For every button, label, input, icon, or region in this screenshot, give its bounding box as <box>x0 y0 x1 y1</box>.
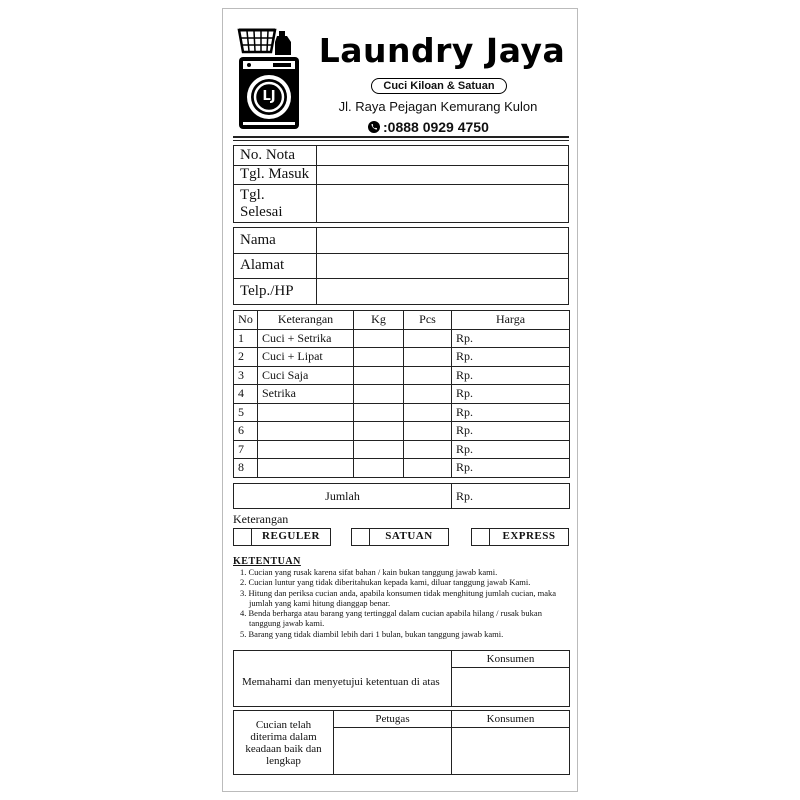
list-item: 4. Benda berharga atau barang yang tertinggal dalam cucian apabila hilang / rusak bukan tanggung jawab kami. <box>240 608 542 629</box>
row-pcs[interactable] <box>404 366 452 385</box>
table-row <box>234 403 570 422</box>
row-pcs[interactable] <box>404 459 452 478</box>
row-price[interactable]: Rp. <box>452 366 570 385</box>
row-kg[interactable] <box>354 366 404 385</box>
row-desc[interactable] <box>258 440 354 459</box>
checkbox-satuan[interactable] <box>352 529 370 545</box>
items-table <box>233 310 570 478</box>
row-desc[interactable]: Cuci + Lipat <box>258 348 354 367</box>
row-no: 1 <box>234 329 258 348</box>
receipt-signer1-label: Petugas <box>334 711 452 728</box>
agreement-text: Memahami dan menyetujui ketentuan di atas <box>234 651 452 707</box>
customer-info-table <box>233 227 569 305</box>
list-item: 2. Cucian luntur yang tidak diberitahukan kepada kami, diluar tanggung jawab Kami. <box>240 577 531 588</box>
checkbox-reguler[interactable] <box>234 529 252 545</box>
table-row <box>234 385 570 404</box>
customer-label-nama: Nama <box>234 228 317 254</box>
brand-name: Laundry Jaya <box>318 31 566 70</box>
row-no: 6 <box>234 422 258 441</box>
row-price[interactable]: Rp. <box>452 459 570 478</box>
list-item: 3. Hitung dan periksa cucian anda, apabila konsumen tidak menghitung jumlah cucian, maka jumlah yang kami hitung dianggap benar. <box>240 587 557 608</box>
option-label: EXPRESS <box>502 530 556 542</box>
row-desc[interactable] <box>258 422 354 441</box>
col-header-pcs: Pcs <box>404 311 452 330</box>
customer-label-alamat: Alamat <box>234 253 317 279</box>
row-desc[interactable]: Cuci + Setrika <box>258 329 354 348</box>
col-header-kg: Kg <box>354 311 404 330</box>
store-address: Jl. Raya Pejagan Kemurang Kulon <box>338 99 538 114</box>
agreement-signer-label: Konsumen <box>452 651 570 668</box>
row-price[interactable]: Rp. <box>452 329 570 348</box>
customer-field-nama[interactable] <box>317 228 569 254</box>
whatsapp-icon <box>367 120 381 134</box>
option-label: REGULER <box>262 530 320 542</box>
row-price[interactable]: Rp. <box>452 385 570 404</box>
agreement-header-row <box>234 651 570 668</box>
col-header-keterangan: Keterangan <box>258 311 354 330</box>
order-row <box>234 185 569 223</box>
table-row <box>234 348 570 367</box>
row-price[interactable]: Rp. <box>452 422 570 441</box>
table-row <box>234 422 570 441</box>
table-row <box>234 440 570 459</box>
row-price[interactable]: Rp. <box>452 440 570 459</box>
col-header-no: No <box>234 311 258 330</box>
row-pcs[interactable] <box>404 440 452 459</box>
customer-row <box>234 253 569 279</box>
order-label-masuk: Tgl. Masuk <box>234 165 317 185</box>
row-no: 2 <box>234 348 258 367</box>
header-divider-thin <box>233 140 569 141</box>
option-express[interactable] <box>471 528 569 546</box>
phone-row <box>367 117 527 137</box>
order-row <box>234 146 569 166</box>
row-desc[interactable] <box>258 459 354 478</box>
row-kg[interactable] <box>354 459 404 478</box>
receipt-text: Cucian telah diterima dalam keadaan baik dan lengkap <box>234 711 334 775</box>
total-value[interactable]: Rp. <box>452 484 570 509</box>
option-label: SATUAN <box>385 530 433 542</box>
service-label: Keterangan <box>233 512 289 526</box>
row-desc[interactable] <box>258 403 354 422</box>
order-row <box>234 165 569 185</box>
row-no: 3 <box>234 366 258 385</box>
row-kg[interactable] <box>354 385 404 404</box>
agreement-signature-box[interactable] <box>452 668 570 707</box>
agreement-table <box>233 650 570 707</box>
header-divider <box>233 136 569 138</box>
washing-machine-logo-icon <box>237 25 301 133</box>
customer-field-telp[interactable] <box>317 279 569 305</box>
row-kg[interactable] <box>354 403 404 422</box>
row-pcs[interactable] <box>404 403 452 422</box>
customer-row <box>234 279 569 305</box>
table-row <box>234 366 570 385</box>
order-label-nota: No. Nota <box>234 146 317 166</box>
receipt-table <box>233 710 570 775</box>
row-price[interactable]: Rp. <box>452 348 570 367</box>
customer-label-telp: Telp./HP <box>234 279 317 305</box>
col-header-harga: Harga <box>452 311 570 330</box>
tagline-badge: Cuci Kiloan & Satuan <box>371 78 507 94</box>
laundry-receipt-form <box>222 8 578 792</box>
row-no: 8 <box>234 459 258 478</box>
customer-row <box>234 228 569 254</box>
row-desc[interactable]: Setrika <box>258 385 354 404</box>
total-row <box>234 484 570 509</box>
row-price[interactable]: Rp. <box>452 403 570 422</box>
order-field-masuk[interactable] <box>317 165 569 185</box>
list-item: 1. Cucian yang rusak karena sifat bahan / kain bukan tanggung jawab kami. <box>240 567 498 577</box>
row-pcs[interactable] <box>404 348 452 367</box>
order-info-table <box>233 145 569 223</box>
konsumen-signature-box[interactable] <box>452 728 570 775</box>
row-pcs[interactable] <box>404 329 452 348</box>
receipt-header-row <box>234 711 570 728</box>
row-desc[interactable]: Cuci Saja <box>258 366 354 385</box>
list-item: 5. Barang yang tidak diambil lebih dari 1 bulan, bukan tanggung jawab kami. <box>240 628 504 639</box>
total-table <box>233 483 570 509</box>
option-satuan[interactable] <box>351 528 449 546</box>
row-kg[interactable] <box>354 329 404 348</box>
row-no: 5 <box>234 403 258 422</box>
order-field-nota[interactable] <box>317 146 569 166</box>
petugas-signature-box[interactable] <box>334 728 452 775</box>
row-kg[interactable] <box>354 422 404 441</box>
table-row <box>234 459 570 478</box>
total-label: Jumlah <box>234 484 452 509</box>
row-no: 7 <box>234 440 258 459</box>
items-header-row <box>234 311 570 330</box>
option-reguler[interactable] <box>233 528 331 546</box>
order-field-selesai[interactable] <box>317 185 569 223</box>
row-pcs[interactable] <box>404 385 452 404</box>
phone-number: :0888 0929 4750 <box>383 119 489 135</box>
table-row <box>234 329 570 348</box>
receipt-signer2-label: Konsumen <box>452 711 570 728</box>
terms-title: KETENTUAN <box>233 556 301 567</box>
row-kg[interactable] <box>354 440 404 459</box>
order-label-selesai: Tgl. Selesai <box>234 185 317 223</box>
terms-list <box>239 567 569 639</box>
row-kg[interactable] <box>354 348 404 367</box>
logo-monogram: LJ <box>262 89 276 104</box>
checkbox-express[interactable] <box>472 529 490 545</box>
row-pcs[interactable] <box>404 422 452 441</box>
customer-field-alamat[interactable] <box>317 253 569 279</box>
row-no: 4 <box>234 385 258 404</box>
